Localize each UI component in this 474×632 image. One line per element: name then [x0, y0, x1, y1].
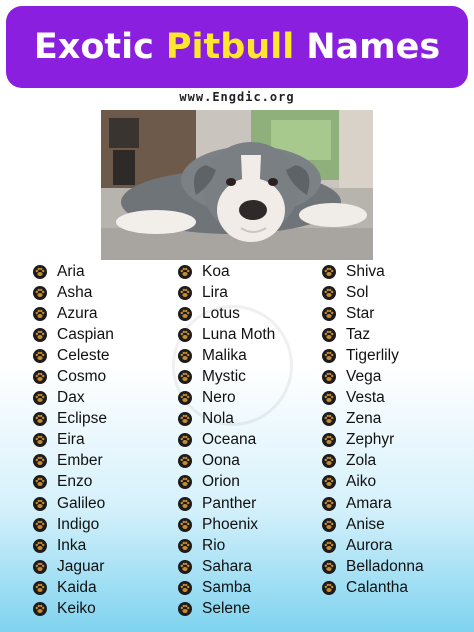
title-highlight: Pitbull: [165, 27, 295, 67]
paw-print-icon: [322, 433, 346, 447]
name-label: Amara: [346, 494, 392, 512]
paw-print-icon: [322, 518, 346, 532]
name-list-item: [33, 324, 114, 345]
name-list-item: [322, 303, 424, 324]
name-label: Koa: [202, 262, 230, 280]
name-list-item: [322, 366, 424, 387]
name-list-item: [33, 535, 114, 556]
paw-print-icon: [33, 454, 57, 468]
paw-print-icon: [33, 433, 57, 447]
name-list-item: [322, 430, 424, 451]
name-label: Vesta: [346, 389, 385, 407]
name-label: Oona: [202, 452, 240, 470]
name-label: Vega: [346, 368, 382, 386]
name-label: Selene: [202, 600, 251, 618]
name-list-item: [178, 535, 275, 556]
paw-print-icon: [322, 391, 346, 405]
name-label: Indigo: [57, 515, 100, 533]
name-list-item: [33, 451, 114, 472]
name-list-item: [33, 366, 114, 387]
name-label: Kaida: [57, 578, 97, 596]
name-label: Eclipse: [57, 410, 107, 428]
name-label: Enzo: [57, 473, 93, 491]
name-label: Star: [346, 304, 375, 322]
paw-print-icon: [33, 412, 57, 426]
name-label: Samba: [202, 578, 252, 596]
paw-print-icon: [322, 286, 346, 300]
paw-print-icon: [33, 349, 57, 363]
names-column-3: [322, 261, 424, 599]
paw-print-icon: [178, 265, 202, 279]
name-list-item: [33, 409, 114, 430]
name-label: Zola: [346, 452, 377, 470]
name-list-item: [322, 535, 424, 556]
paw-print-icon: [322, 328, 346, 342]
name-label: Ember: [57, 452, 103, 470]
name-label: Galileo: [57, 494, 106, 512]
name-label: Lira: [202, 283, 228, 301]
name-list-item: [33, 282, 114, 303]
paw-print-icon: [178, 349, 202, 363]
paw-print-icon: [322, 307, 346, 321]
name-list-item: [178, 577, 275, 598]
name-list-item: [178, 324, 275, 345]
name-list-item: [322, 282, 424, 303]
name-label: Luna Moth: [202, 325, 276, 343]
name-list-item: [178, 514, 275, 535]
name-list-item: [178, 261, 275, 282]
paw-print-icon: [178, 370, 202, 384]
paw-print-icon: [33, 602, 57, 616]
name-list-item: [178, 366, 275, 387]
name-label: Dax: [57, 389, 85, 407]
name-label: Sahara: [202, 557, 252, 575]
name-list-item: [178, 282, 275, 303]
paw-print-icon: [178, 475, 202, 489]
paw-print-icon: [178, 454, 202, 468]
name-list-item: [33, 493, 114, 514]
name-label: Mystic: [202, 368, 246, 386]
name-label: Lotus: [202, 304, 240, 322]
name-list-item: [322, 345, 424, 366]
name-list-item: [33, 430, 114, 451]
paw-print-icon: [322, 581, 346, 595]
name-list-item: [322, 514, 424, 535]
name-label: Inka: [57, 536, 87, 554]
name-label: Belladonna: [346, 557, 424, 575]
name-label: Sol: [346, 283, 369, 301]
name-label: Aiko: [346, 473, 377, 491]
name-list-item: [33, 345, 114, 366]
name-list-item: [178, 303, 275, 324]
paw-print-icon: [33, 391, 57, 405]
site-url: www.Engdic.org: [179, 90, 295, 104]
name-list-item: [322, 261, 424, 282]
paw-print-icon: [322, 349, 346, 363]
name-label: Nola: [202, 410, 234, 428]
paw-print-icon: [33, 286, 57, 300]
name-list-item: [322, 556, 424, 577]
name-label: Malika: [202, 346, 247, 364]
paw-print-icon: [33, 497, 57, 511]
paw-print-icon: [178, 602, 202, 616]
paw-print-icon: [33, 265, 57, 279]
paw-print-icon: [33, 370, 57, 384]
paw-print-icon: [322, 475, 346, 489]
name-list-item: [178, 472, 275, 493]
paw-print-icon: [178, 433, 202, 447]
name-list-item: [178, 388, 275, 409]
name-label: Oceana: [202, 431, 257, 449]
name-label: Nero: [202, 389, 236, 407]
name-label: Zena: [346, 410, 382, 428]
title-banner: [6, 6, 468, 88]
name-list-item: [322, 493, 424, 514]
paw-print-icon: [178, 286, 202, 300]
paw-print-icon: [322, 412, 346, 426]
name-list-item: [322, 324, 424, 345]
paw-print-icon: [33, 539, 57, 553]
name-list-item: [322, 388, 424, 409]
name-label: Orion: [202, 473, 240, 491]
paw-print-icon: [178, 412, 202, 426]
name-list-item: [322, 472, 424, 493]
name-list-item: [33, 599, 114, 620]
names-column-2: [178, 261, 275, 620]
name-label: Aurora: [346, 536, 393, 554]
paw-print-icon: [322, 497, 346, 511]
paw-print-icon: [33, 560, 57, 574]
paw-print-icon: [322, 265, 346, 279]
name-list-item: [33, 556, 114, 577]
paw-print-icon: [322, 560, 346, 574]
paw-print-icon: [33, 328, 57, 342]
name-list-item: [33, 577, 114, 598]
name-list-item: [322, 577, 424, 598]
name-label: Azura: [57, 304, 98, 322]
name-label: Anise: [346, 515, 385, 533]
paw-print-icon: [178, 581, 202, 595]
name-label: Calantha: [346, 578, 409, 596]
name-list-item: [322, 409, 424, 430]
paw-print-icon: [33, 307, 57, 321]
name-label: Asha: [57, 283, 93, 301]
name-label: Zephyr: [346, 431, 395, 449]
title-part-1: Exotic: [33, 27, 154, 67]
name-label: Tigerlily: [346, 346, 399, 364]
paw-print-icon: [178, 560, 202, 574]
paw-print-icon: [33, 518, 57, 532]
paw-print-icon: [178, 497, 202, 511]
name-label: Phoenix: [202, 515, 259, 533]
paw-print-icon: [178, 307, 202, 321]
names-column-1: [33, 261, 114, 620]
paw-print-icon: [322, 539, 346, 553]
name-list-item: [178, 451, 275, 472]
name-label: Cosmo: [57, 368, 107, 386]
paw-print-icon: [33, 581, 57, 595]
name-list-item: [178, 493, 275, 514]
paw-print-icon: [33, 475, 57, 489]
name-label: Rio: [202, 536, 226, 554]
name-list-item: [178, 430, 275, 451]
name-label: Keiko: [57, 600, 96, 618]
name-list-item: [33, 514, 114, 535]
paw-print-icon: [178, 328, 202, 342]
name-label: Panther: [202, 494, 257, 512]
name-label: Aria: [57, 262, 85, 280]
name-list-item: [178, 599, 275, 620]
name-label: Shiva: [346, 262, 385, 280]
name-label: Eira: [57, 431, 85, 449]
name-list-item: [178, 345, 275, 366]
name-list-item: [33, 303, 114, 324]
paw-print-icon: [178, 518, 202, 532]
paw-print-icon: [178, 391, 202, 405]
paw-print-icon: [322, 370, 346, 384]
name-list-item: [33, 388, 114, 409]
name-list-item: [178, 409, 275, 430]
name-list-item: [33, 261, 114, 282]
name-list-item: [322, 451, 424, 472]
name-list-item: [33, 472, 114, 493]
title-part-2: Names: [306, 27, 441, 67]
name-list-item: [178, 556, 275, 577]
pitbull-dog-photo: [101, 110, 373, 260]
name-label: Jaguar: [57, 557, 105, 575]
name-label: Celeste: [57, 346, 110, 364]
name-label: Taz: [346, 325, 371, 343]
paw-print-icon: [178, 539, 202, 553]
name-label: Caspian: [57, 325, 114, 343]
paw-print-icon: [322, 454, 346, 468]
